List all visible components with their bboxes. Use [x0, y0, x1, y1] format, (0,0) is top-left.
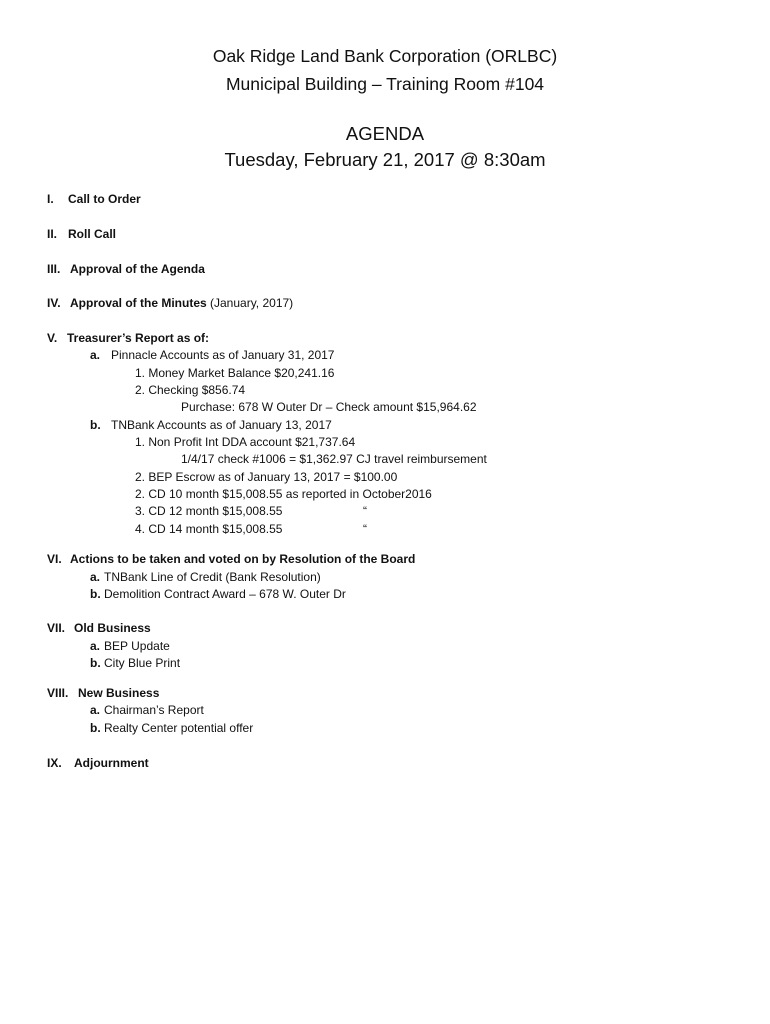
- item-v-a2-purchase: Purchase: 678 W Outer Dr – Check amount $15,964.62: [181, 400, 477, 414]
- item-vi-number: VI.: [47, 552, 62, 566]
- item-v-a-text: Pinnacle Accounts as of January 31, 2017: [111, 348, 335, 362]
- item-v-b3-ditto: “: [363, 504, 367, 518]
- item-iii-number: III.: [47, 262, 61, 276]
- item-i-number: I.: [47, 192, 54, 206]
- item-iv-number: IV.: [47, 296, 61, 310]
- item-v-b1: 1. Non Profit Int DDA account $21,737.64: [135, 435, 356, 449]
- item-v-b2: 2. BEP Escrow as of January 13, 2017 = $100.00: [135, 470, 398, 484]
- item-ii-number: II.: [47, 227, 58, 241]
- item-v-b3: 3. CD 12 month $15,008.55: [135, 504, 283, 518]
- item-vi-b-letter: b.: [90, 587, 101, 601]
- item-v-number: V.: [47, 331, 58, 345]
- item-v-title: Treasurer’s Report as of:: [67, 331, 210, 345]
- item-vi-a-text: TNBank Line of Credit (Bank Resolution): [104, 570, 321, 584]
- item-iv-title: Approval of the Minutes: [70, 296, 207, 310]
- agenda-title: AGENDA: [345, 123, 425, 144]
- item-viii-b-letter: b.: [90, 721, 101, 735]
- item-v-b4: 4. CD 14 month $15,008.55: [135, 522, 283, 536]
- item-viii-title: New Business: [78, 686, 160, 700]
- item-v-a-letter: a.: [90, 348, 101, 362]
- item-vii-number: VII.: [47, 621, 66, 635]
- item-v-b-text: TNBank Accounts as of January 13, 2017: [111, 418, 332, 432]
- meeting-date-heading: Tuesday, February 21, 2017 @ 8:30am: [224, 149, 546, 170]
- item-vii-b-letter: b.: [90, 656, 101, 670]
- item-vii-b-text: City Blue Print: [104, 656, 181, 670]
- item-vii-a-text: BEP Update: [104, 639, 170, 653]
- item-iv-note: (January, 2017): [206, 296, 294, 310]
- item-v-a2: 2. Checking $856.74: [135, 383, 246, 397]
- item-ii-title: Roll Call: [68, 227, 117, 241]
- item-iii-title: Approval of the Agenda: [70, 262, 205, 276]
- item-vi-b-text: Demolition Contract Award – 678 W. Outer Dr: [104, 587, 346, 601]
- org-name-heading: Oak Ridge Land Bank Corporation (ORLBC): [212, 46, 558, 66]
- item-vii-title: Old Business: [74, 621, 151, 635]
- item-ix-number: IX.: [47, 756, 62, 770]
- item-viii-a-text: Chairman’s Report: [104, 703, 204, 717]
- item-viii-number: VIII.: [47, 686, 69, 700]
- item-v-b4-ditto: “: [363, 522, 367, 536]
- item-viii-b-text: Realty Center potential offer: [104, 721, 254, 735]
- item-iv-line: [70, 296, 293, 311]
- item-vii-a-letter: a.: [90, 639, 101, 653]
- item-i-title: Call to Order: [68, 192, 141, 206]
- meeting-location-heading: Municipal Building – Training Room #104: [225, 74, 545, 94]
- item-v-a1: 1. Money Market Balance $20,241.16: [135, 366, 335, 380]
- item-vi-title: Actions to be taken and voted on by Resolution of the Board: [70, 552, 416, 566]
- item-viii-a-letter: a.: [90, 703, 101, 717]
- item-vi-a-letter: a.: [90, 570, 101, 584]
- item-v-b-letter: b.: [90, 418, 101, 432]
- item-v-b1-check: 1/4/17 check #1006 = $1,362.97 CJ travel reimbursement: [181, 452, 487, 466]
- item-v-b2-cd10: 2. CD 10 month $15,008.55 as reported in October2016: [135, 487, 432, 501]
- item-ix-title: Adjournment: [74, 756, 149, 770]
